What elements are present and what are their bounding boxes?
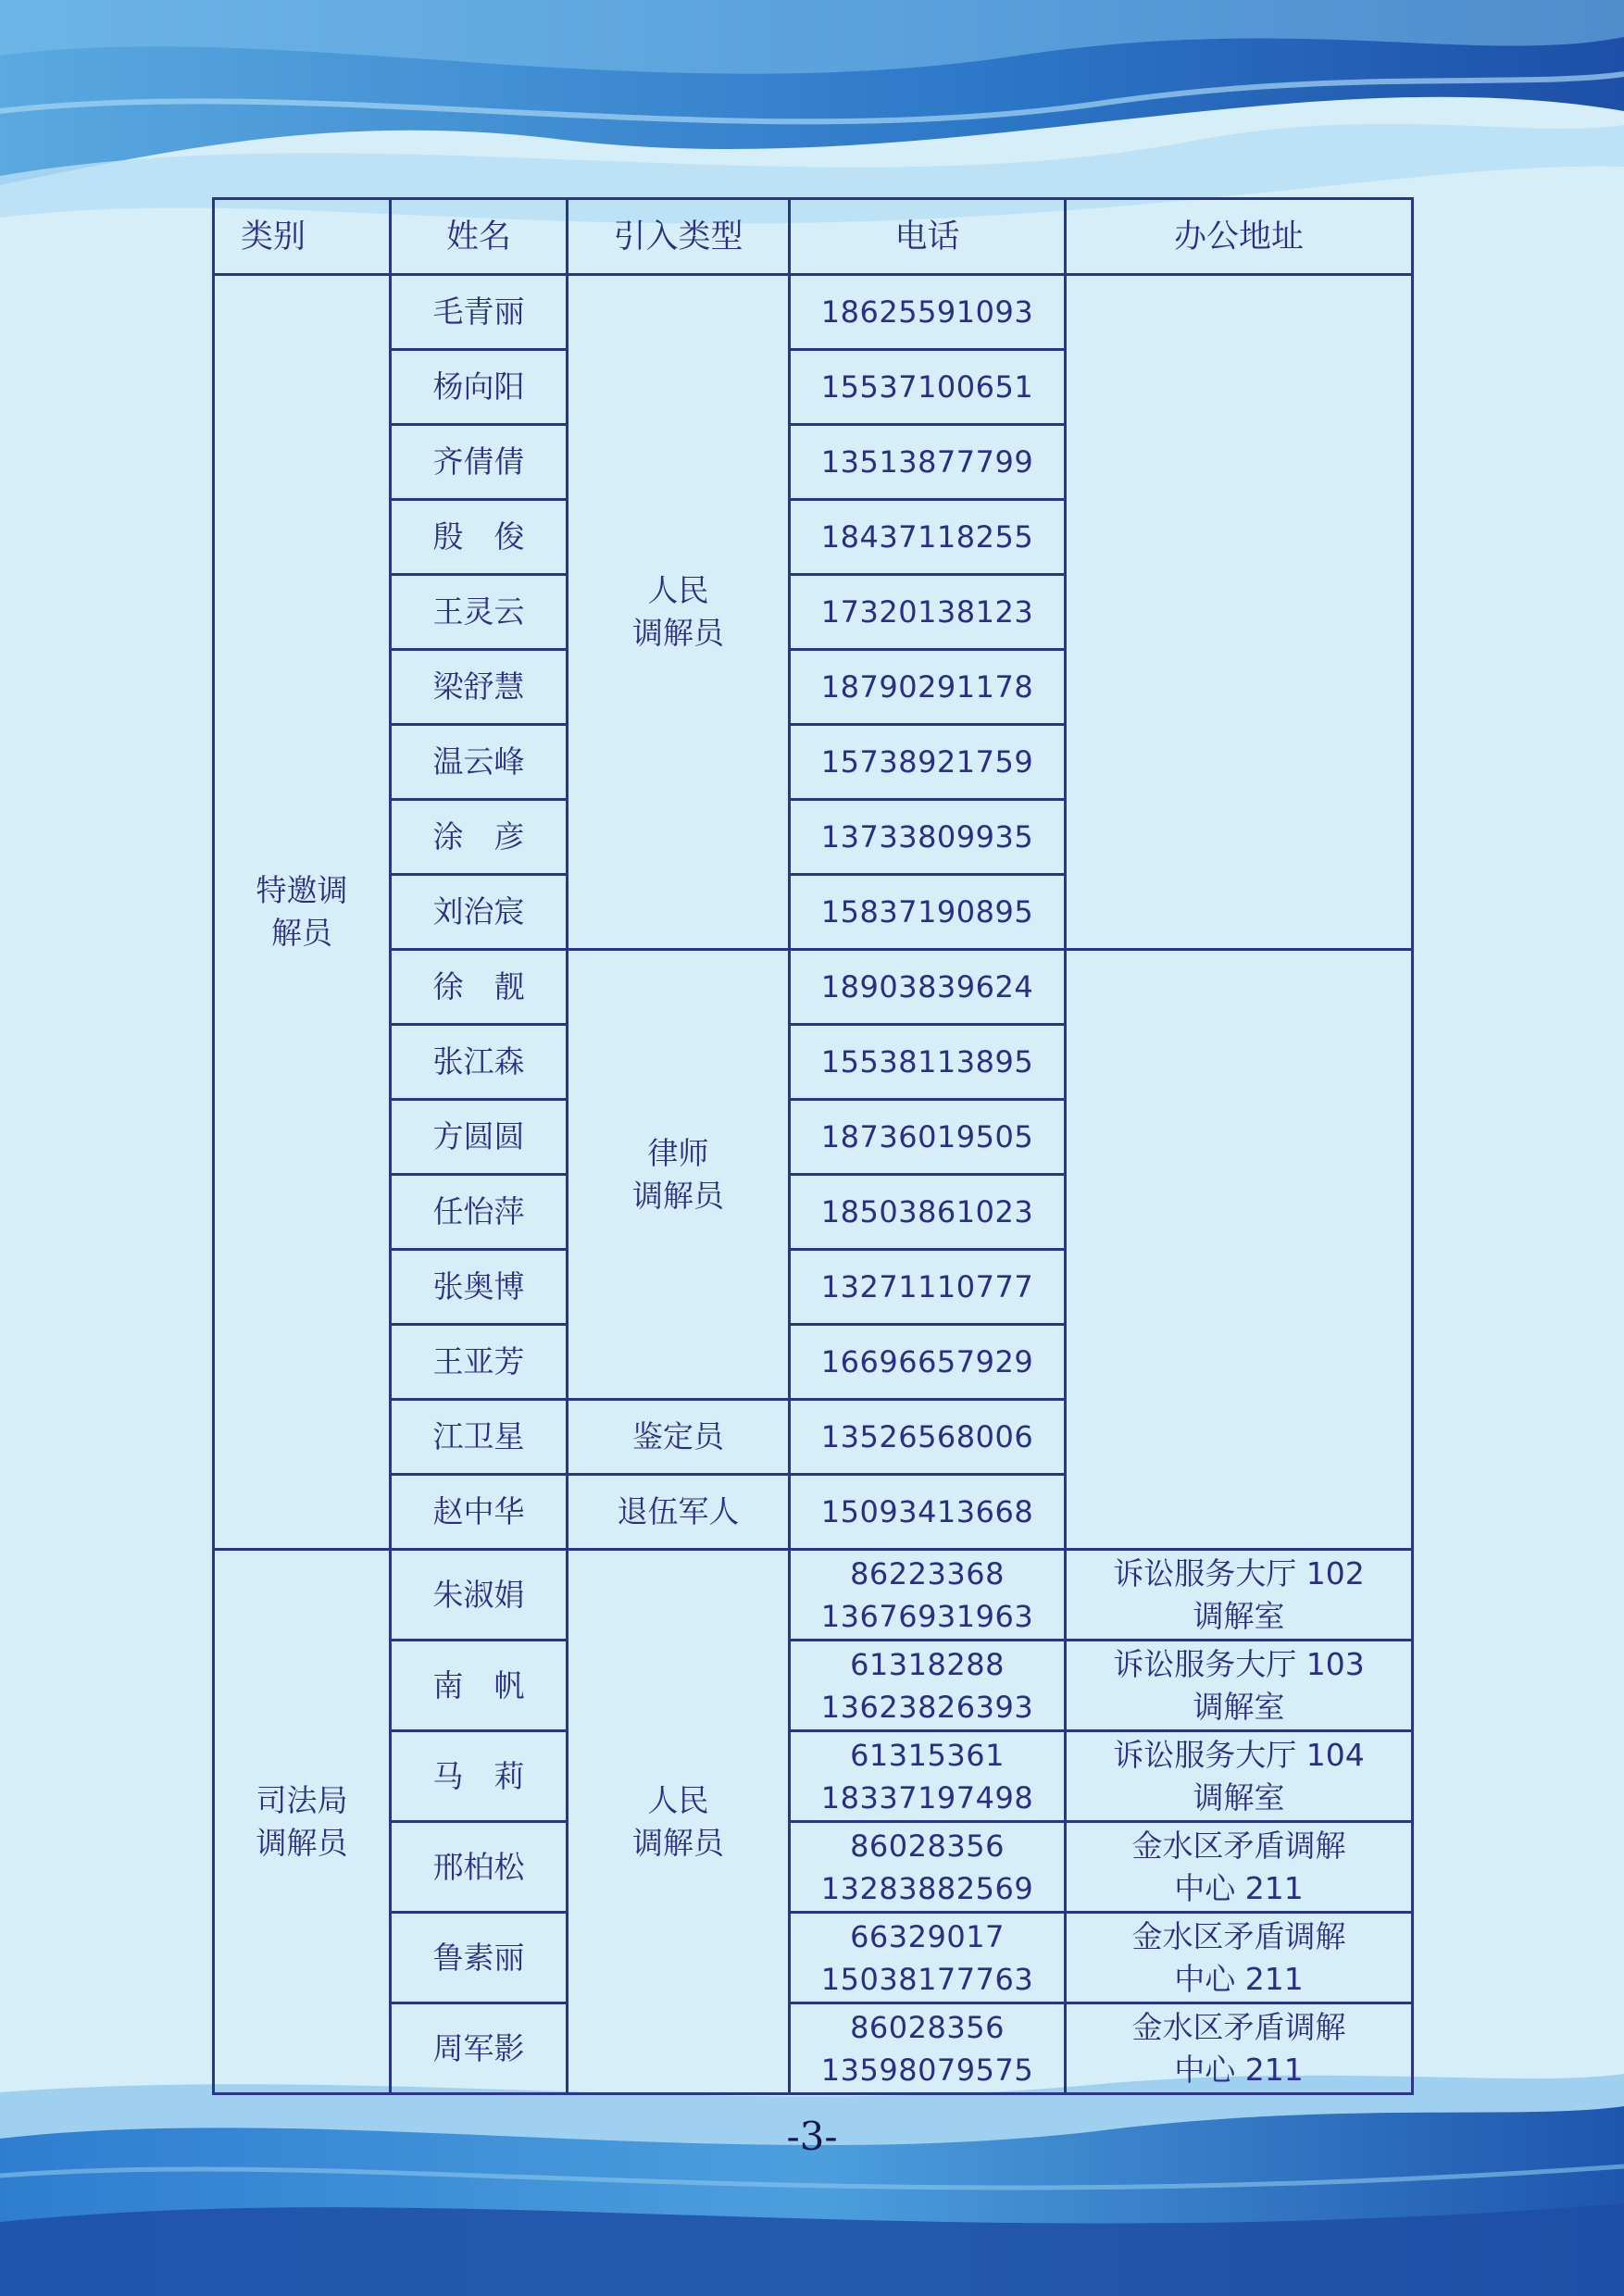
phone-cell: 15537100651 bbox=[790, 350, 1066, 425]
address-cell bbox=[1066, 2003, 1413, 2094]
landline-number: 66329017 bbox=[850, 1918, 1005, 1954]
address-cell bbox=[1066, 1550, 1413, 1641]
phone-cell: 13526568006 bbox=[790, 1400, 1066, 1475]
name-cell: 朱淑娟 bbox=[391, 1550, 568, 1641]
mobile-number: 18337197498 bbox=[820, 1779, 1034, 1816]
phone-cell: 13271110777 bbox=[790, 1250, 1066, 1325]
name-cell: 江卫星 bbox=[391, 1400, 568, 1475]
header-phone: 电话 bbox=[790, 199, 1066, 275]
table-row bbox=[214, 1913, 1413, 2003]
phone-cell: 18503861023 bbox=[790, 1175, 1066, 1250]
phone-cell: 18903839624 bbox=[790, 950, 1066, 1025]
table-row bbox=[214, 950, 1413, 1025]
table-row bbox=[214, 1550, 1413, 1641]
address-line-2: 中心 211 bbox=[1174, 1960, 1304, 1997]
phone-cell bbox=[790, 1913, 1066, 2003]
name-cell: 周军影 bbox=[391, 2003, 568, 2094]
name-cell: 张江森 bbox=[391, 1025, 568, 1100]
phone-cell: 13513877799 bbox=[790, 425, 1066, 500]
phone-cell: 15738921759 bbox=[790, 725, 1066, 800]
phone-cell: 18625591093 bbox=[790, 275, 1066, 350]
name-cell: 殷 俊 bbox=[391, 500, 568, 575]
table-row bbox=[214, 275, 1413, 350]
name-cell: 徐 靓 bbox=[391, 950, 568, 1025]
address-line-1: 诉讼服务大厅 102 bbox=[1113, 1554, 1365, 1591]
phone-cell: 16696657929 bbox=[790, 1325, 1066, 1400]
type-veteran-cell: 退伍军人 bbox=[568, 1475, 790, 1550]
header-category: 类别 bbox=[214, 199, 391, 275]
address-line-2: 调解室 bbox=[1193, 1597, 1285, 1634]
address-cell bbox=[1066, 1913, 1413, 2003]
phone-cell: 18736019505 bbox=[790, 1100, 1066, 1175]
header-type: 引入类型 bbox=[568, 199, 790, 275]
name-cell: 王灵云 bbox=[391, 575, 568, 650]
mediator-table bbox=[212, 197, 1414, 2095]
address-cell bbox=[1066, 1641, 1413, 1731]
phone-cell: 15837190895 bbox=[790, 875, 1066, 950]
phone-cell bbox=[790, 2003, 1066, 2094]
name-cell: 马 莉 bbox=[391, 1731, 568, 1822]
name-cell: 任怡萍 bbox=[391, 1175, 568, 1250]
address-cell bbox=[1066, 1822, 1413, 1913]
name-cell: 南 帆 bbox=[391, 1641, 568, 1731]
phone-cell: 15538113895 bbox=[790, 1025, 1066, 1100]
type-people-cell: 人民 调解员 bbox=[568, 275, 790, 950]
landline-number: 61315361 bbox=[850, 1737, 1005, 1773]
landline-number: 61318288 bbox=[850, 1646, 1005, 1682]
mobile-number: 13598079575 bbox=[820, 2052, 1034, 2088]
type-lawyer-cell: 律师 调解员 bbox=[568, 950, 790, 1400]
name-cell: 毛青丽 bbox=[391, 275, 568, 350]
phone-cell bbox=[790, 1641, 1066, 1731]
name-cell: 张奥博 bbox=[391, 1250, 568, 1325]
name-cell: 赵中华 bbox=[391, 1475, 568, 1550]
phone-cell: 15093413668 bbox=[790, 1475, 1066, 1550]
address-line-2: 中心 211 bbox=[1174, 2051, 1304, 2088]
address-line-1: 诉讼服务大厅 104 bbox=[1113, 1736, 1365, 1773]
address-line-1: 金水区矛盾调解 bbox=[1131, 2008, 1346, 2045]
name-cell: 王亚芳 bbox=[391, 1325, 568, 1400]
phone-cell: 18790291178 bbox=[790, 650, 1066, 725]
name-cell: 邢柏松 bbox=[391, 1822, 568, 1913]
header-address: 办公地址 bbox=[1066, 199, 1413, 275]
address-cell-empty bbox=[1066, 275, 1413, 950]
bottom-wave-decoration bbox=[0, 2065, 1624, 2296]
phone-cell bbox=[790, 1550, 1066, 1641]
landline-number: 86028356 bbox=[850, 1828, 1005, 1864]
address-line-2: 调解室 bbox=[1193, 1778, 1285, 1816]
category-special-cell: 特邀调 解员 bbox=[214, 275, 391, 1550]
mobile-number: 13623826393 bbox=[820, 1689, 1034, 1725]
address-cell-empty bbox=[1066, 950, 1413, 1550]
phone-cell: 17320138123 bbox=[790, 575, 1066, 650]
page-number: -3- bbox=[786, 2114, 838, 2159]
address-line-2: 中心 211 bbox=[1174, 1869, 1304, 1906]
phone-cell bbox=[790, 1822, 1066, 1913]
name-cell: 温云峰 bbox=[391, 725, 568, 800]
type-appraiser-cell: 鉴定员 bbox=[568, 1400, 790, 1475]
address-cell bbox=[1066, 1731, 1413, 1822]
name-cell: 鲁素丽 bbox=[391, 1913, 568, 2003]
phone-cell: 18437118255 bbox=[790, 500, 1066, 575]
phone-cell: 13733809935 bbox=[790, 800, 1066, 875]
mobile-number: 15038177763 bbox=[820, 1961, 1034, 1997]
landline-number: 86028356 bbox=[850, 2009, 1005, 2045]
mobile-number: 13676931963 bbox=[820, 1598, 1034, 1634]
table-header-row bbox=[214, 199, 1413, 275]
name-cell: 刘治宸 bbox=[391, 875, 568, 950]
table-row bbox=[214, 1822, 1413, 1913]
category-bureau-cell: 司法局 调解员 bbox=[214, 1550, 391, 2094]
landline-number: 86223368 bbox=[850, 1555, 1005, 1591]
table-row bbox=[214, 1641, 1413, 1731]
address-line-1: 诉讼服务大厅 103 bbox=[1113, 1645, 1365, 1682]
name-cell: 齐倩倩 bbox=[391, 425, 568, 500]
mobile-number: 13283882569 bbox=[820, 1870, 1034, 1906]
address-line-1: 金水区矛盾调解 bbox=[1131, 1917, 1346, 1954]
name-cell: 梁舒慧 bbox=[391, 650, 568, 725]
table-row bbox=[214, 2003, 1413, 2094]
type-people-cell: 人民 调解员 bbox=[568, 1550, 790, 2094]
address-line-2: 调解室 bbox=[1193, 1688, 1285, 1725]
name-cell: 方圆圆 bbox=[391, 1100, 568, 1175]
phone-cell bbox=[790, 1731, 1066, 1822]
name-cell: 杨向阳 bbox=[391, 350, 568, 425]
address-line-1: 金水区矛盾调解 bbox=[1131, 1827, 1346, 1864]
table-row bbox=[214, 1731, 1413, 1822]
name-cell: 涂 彦 bbox=[391, 800, 568, 875]
header-name: 姓名 bbox=[391, 199, 568, 275]
